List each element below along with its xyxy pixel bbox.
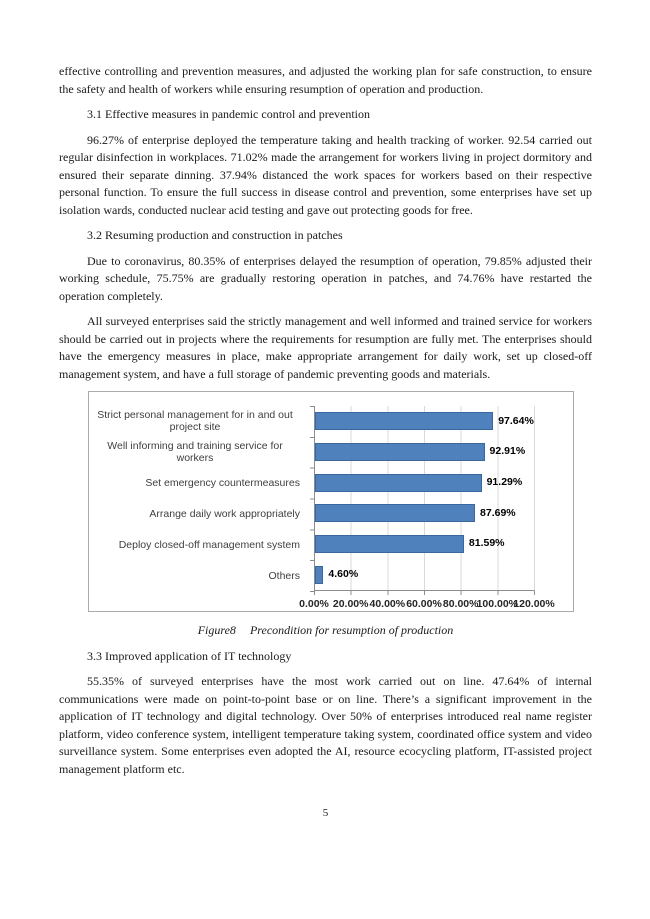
category-label: Others	[268, 569, 300, 582]
x-tick-label: 20.00%	[332, 598, 369, 610]
figure-caption-text: Precondition for resumption of production	[249, 623, 454, 637]
paragraph-3-2-b: All surveyed enterprises said the strictly management and well informed and trained service for workers should be carried out in projects where the requirements for resumption are fully met. The enterprises should have the emergency measures in place, make appropriate arrangement for daily work, set up closed-off management system, and have a full storage of pandemic preventing goods and materials.	[59, 314, 592, 381]
bar-data-label: 87.69%	[480, 506, 516, 519]
bar	[315, 566, 323, 584]
figure8-bar-chart	[88, 391, 574, 612]
page-number: 5	[322, 807, 329, 819]
value-axis-ticks	[314, 591, 535, 595]
bar-row	[315, 498, 534, 529]
x-tick-label: 80.00%	[442, 598, 479, 610]
category-label: Arrange daily work appropriately	[149, 507, 300, 520]
bar-data-label: 81.59%	[468, 537, 505, 550]
bar-row	[315, 437, 534, 468]
x-tick-label: 60.00%	[406, 598, 442, 610]
bar	[315, 412, 493, 430]
heading-3-2: 3.2 Resuming production and construction in patches	[87, 228, 343, 242]
bar-row	[315, 467, 534, 498]
bar	[315, 535, 464, 553]
category-label: Well informing and training service for workers	[107, 440, 283, 465]
category-label: Set emergency countermeasures	[145, 477, 300, 490]
x-tick-label: 100.00%	[476, 598, 519, 610]
paragraph-3-1: 96.27% of enterprise deployed the temperature taking and health tracking of worker. 92.54 carried out regular disinfection in workplaces. 71.02% made the arrangement for workers living in project dormitory and ensured their separate dinning. 37.94% distanced the work spaces for workers based on their respective personal function. To ensure the full success in disease control and prevention, some enterprises have set up isolation wards, conducted nuclear acid testing and gave out protecting goods for free.	[59, 132, 592, 217]
bar	[315, 443, 485, 461]
heading-3-1: 3.1 Effective measures in pandemic control and prevention	[87, 107, 371, 121]
bar-row	[315, 406, 534, 437]
bar-data-label: 4.60%	[328, 567, 359, 580]
category-label: Deploy closed-off management system	[118, 538, 300, 551]
x-tick-label: 0.00%	[299, 598, 329, 610]
chart-category-axis-labels	[90, 406, 306, 591]
heading-3-3: 3.3 Improved application of IT technology	[87, 648, 292, 663]
bar-data-label: 91.29%	[486, 475, 523, 488]
category-label: Strict personal management for in and out project site	[97, 409, 293, 434]
figure-caption-label: Figure8	[197, 623, 236, 637]
value-axis-labels	[299, 596, 555, 610]
x-tick-label: 120.00%	[513, 598, 555, 610]
paragraph-3-2-a: Due to coronavirus, 80.35% of enterprises delayed the resumption of operation, 79.85% adjusted their working schedule, 75.75% are gradually restoring operation in patches, and 74.76% have restarted the operation completely.	[59, 253, 592, 303]
bar-row	[315, 529, 534, 560]
bar	[315, 474, 482, 492]
bar-row	[315, 559, 534, 590]
chart-plot-area	[314, 406, 535, 591]
bar	[315, 504, 475, 522]
bar-data-label: 92.91%	[489, 445, 526, 458]
x-tick-label: 40.00%	[369, 598, 406, 610]
figure8-caption	[59, 622, 592, 640]
paragraph-3-3: 55.35% of surveyed enterprises have the most work carried out on line. 47.64% of internal communications were made on point-to-point base or on line. There’s a significant improvement in the application of IT technology and digital technology. Over 50% of enterprises introduced real name register platform, video conference system, intelligent temperature taking system, coordinated office system and video surveillance system. Some enterprises even adopted the AI, resource ecocycling platform, IT-assisted project management platform etc.	[59, 674, 592, 776]
paragraph-continuation: effective controlling and prevention measures, and adjusted the working plan for safe construction, to ensure the safety and health of workers while ensuring resumption of operation and production.	[59, 64, 592, 96]
bar-data-label: 97.64%	[498, 414, 534, 427]
